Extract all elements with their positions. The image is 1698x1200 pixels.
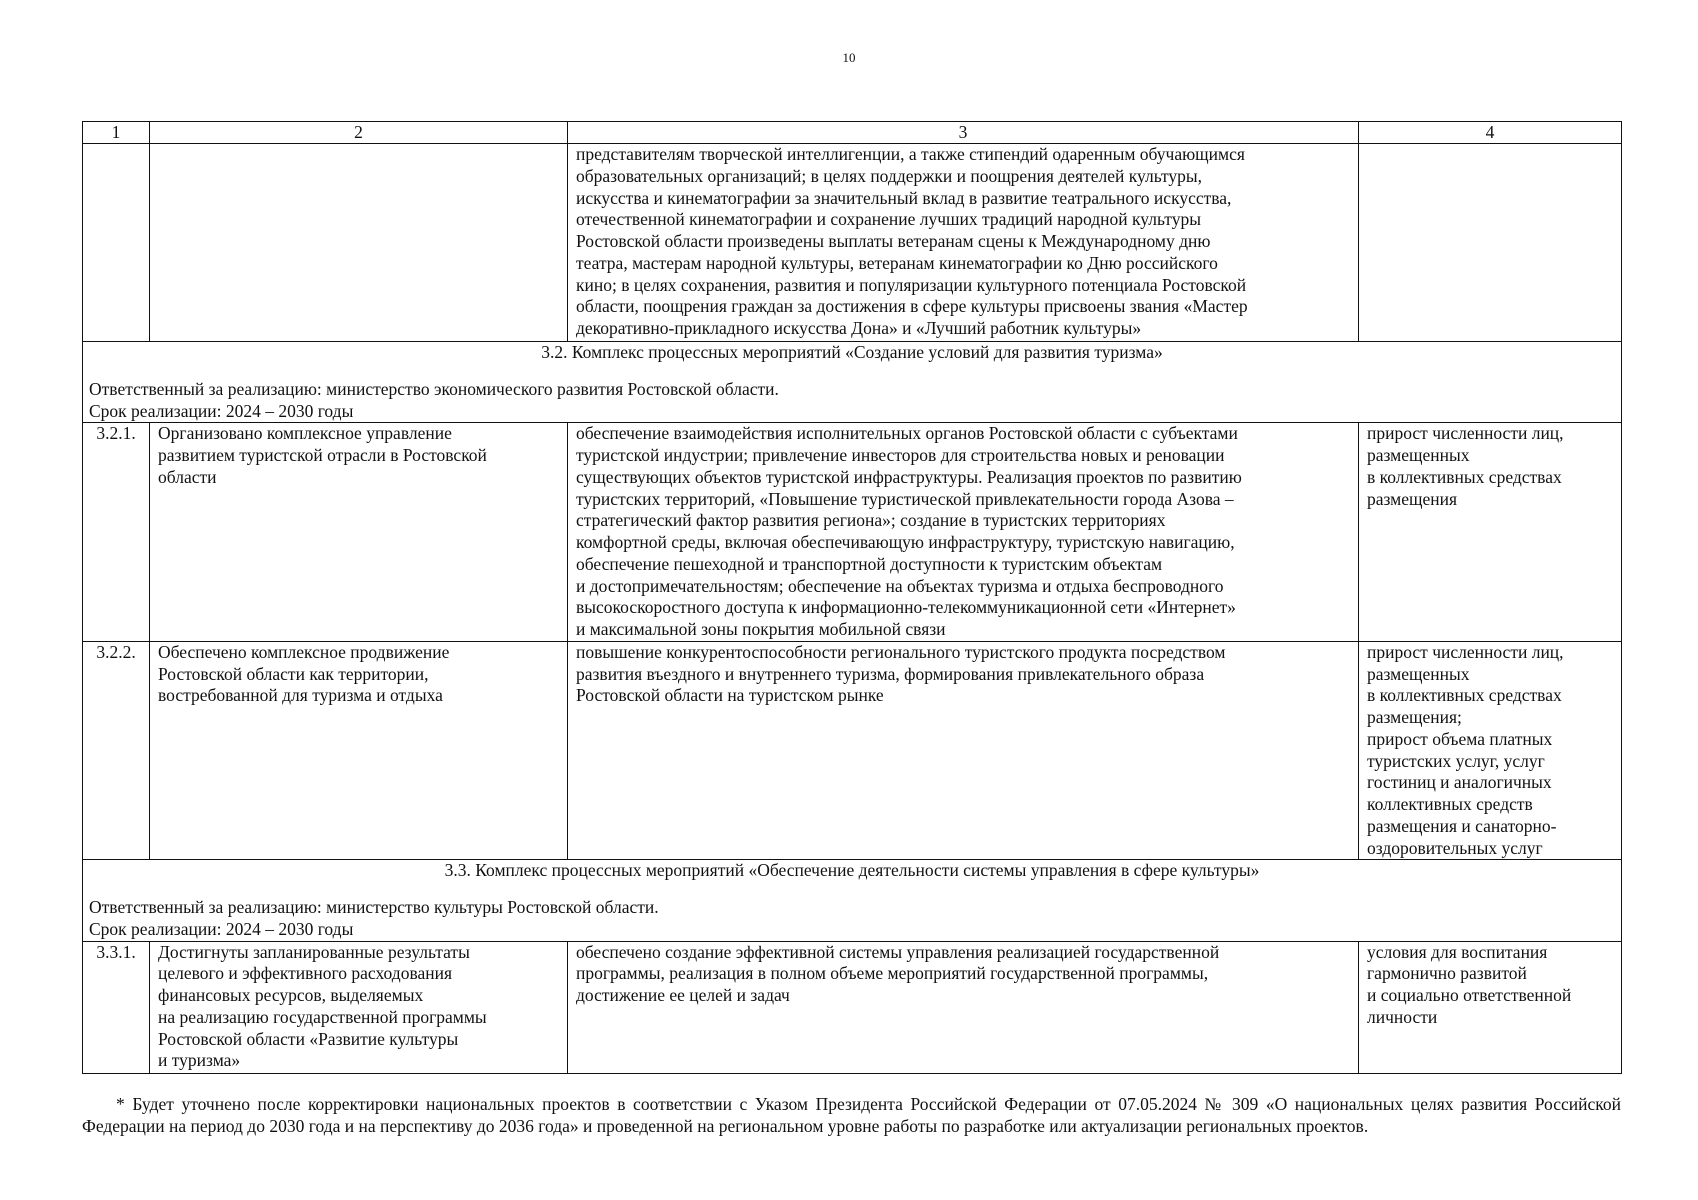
- table-row: [83, 641, 1622, 860]
- description-cell: обеспечение взаимодействия исполнительных органов Ростовской области с субъектами туристской индустрии; привлечение инвесторов для строительства новых и реновации существующих объектов туристской инфраструктуры. Реализация проектов по развитию туристских территорий, «Повышение туристической привлекательности города Азова – стратегический фактор развития региона»; создание в туристских территориях комфортной среды, включая обеспечивающую инфраструктуру, туристскую навигацию, обеспечение пешеходной и транспортной доступности к туристским объектам и достопримечательностям; обеспечение на объектах туризма и отдыха беспроводного высокоскоростного доступа к информационно-телекоммуникационной сети «Интернет» и максимальной зоны покрытия мобильной связи: [568, 423, 1359, 642]
- row-number: 3.3.1.: [83, 941, 150, 1073]
- section-term: Срок реализации: 2024 – 2030 годы: [89, 918, 354, 939]
- indicator-cell: прирост численности лиц, размещенных в коллективных средствах размещения: [1359, 423, 1622, 642]
- section-row-3-2: [83, 342, 1622, 423]
- section-responsible: Ответственный за реализацию: министерство экономического развития Ростовской области.: [89, 378, 779, 399]
- header-col-4: 4: [1359, 122, 1622, 144]
- table-header-row: [83, 122, 1622, 144]
- result-cell: Достигнуты запланированные результаты целевого и эффективного расходования финансовых ресурсов, выделяемых на реализацию государственной программы Ростовской области «Развитие культуры и туризма»: [150, 941, 568, 1073]
- description-cell: повышение конкурентоспособности регионального туристского продукта посредством развития въездного и внутреннего туризма, формирования привлекательного образа Ростовской области на туристском рынке: [568, 641, 1359, 860]
- indicator-cell: условия для воспитания гармонично развитой и социально ответственной личности: [1359, 941, 1622, 1073]
- header-col-3: 3: [568, 122, 1359, 144]
- section-title: 3.3. Комплекс процессных мероприятий «Обеспечение деятельности системы управления в сфере культуры»: [444, 860, 1260, 881]
- header-col-1: 1: [83, 122, 150, 144]
- footnote-text: * Будет уточнено после корректировки национальных проектов в соответствии с Указом Президента Российской Федерации от 07.05.2024 № 309 «О национальных целях развития Российской Федерации на период до 2030 года и на перспективу до 2036 года» и проведенной на региональном уровне работы по разработке или актуализации региональных проектов.: [82, 1094, 1621, 1136]
- section-title: 3.2. Комплекс процессных мероприятий «Создание условий для развития туризма»: [541, 342, 1163, 362]
- table-row: [83, 941, 1622, 1073]
- table-row: [83, 144, 1622, 342]
- footnote: [82, 1093, 1621, 1137]
- row-number-cell: [83, 144, 150, 342]
- description-cell: обеспечено создание эффективной системы управления реализацией государственной программы, реализация в полном объеме мероприятий государственной программы, достижение ее целей и задач: [568, 941, 1359, 1073]
- description-cell: представителям творческой интеллигенции, а также стипендий одаренным обучающимся образовательных организаций; в целях поддержки и поощрения деятелей культуры, искусства и кинематографии за значительный вклад в развитие театрального искусства, отечественной кинематографии и сохранение лучших традиций народной культуры Ростовской области произведены выплаты ветеранам сцены к Международному дню театра, мастерам народной культуры, ветеранам кинематографии ко Дню российского кино; в целях сохранения, развития и популяризации культурного потенциала Ростовской области, поощрения граждан за достижения в сфере культуры присвоены звания «Мастер декоративно-прикладного искусства Дона» и «Лучший работник культуры»: [568, 144, 1359, 342]
- page-number: 10: [842, 50, 856, 65]
- table-row: [83, 423, 1622, 642]
- header-col-2: 2: [150, 122, 568, 144]
- indicator-cell: [1359, 144, 1622, 342]
- result-cell: Организовано комплексное управление развитием туристской отрасли в Ростовской области: [150, 423, 568, 642]
- measures-table: [82, 121, 1622, 1074]
- result-cell: Обеспечено комплексное продвижение Ростовской области как территории, востребованной для туризма и отдыха: [150, 641, 568, 860]
- indicator-cell: прирост численности лиц, размещенных в коллективных средствах размещения; прирост объема платных туристских услуг, услуг гостиниц и аналогичных коллективных средств размещения и санаторно- оздоровительных услуг: [1359, 641, 1622, 860]
- row-number: 3.2.2.: [83, 641, 150, 860]
- section-responsible: Ответственный за реализацию: министерство культуры Ростовской области.: [89, 897, 659, 917]
- section-row-3-3: [83, 860, 1622, 941]
- result-cell: [150, 144, 568, 342]
- row-number: 3.2.1.: [83, 423, 150, 642]
- section-term: Срок реализации: 2024 – 2030 годы: [89, 400, 354, 421]
